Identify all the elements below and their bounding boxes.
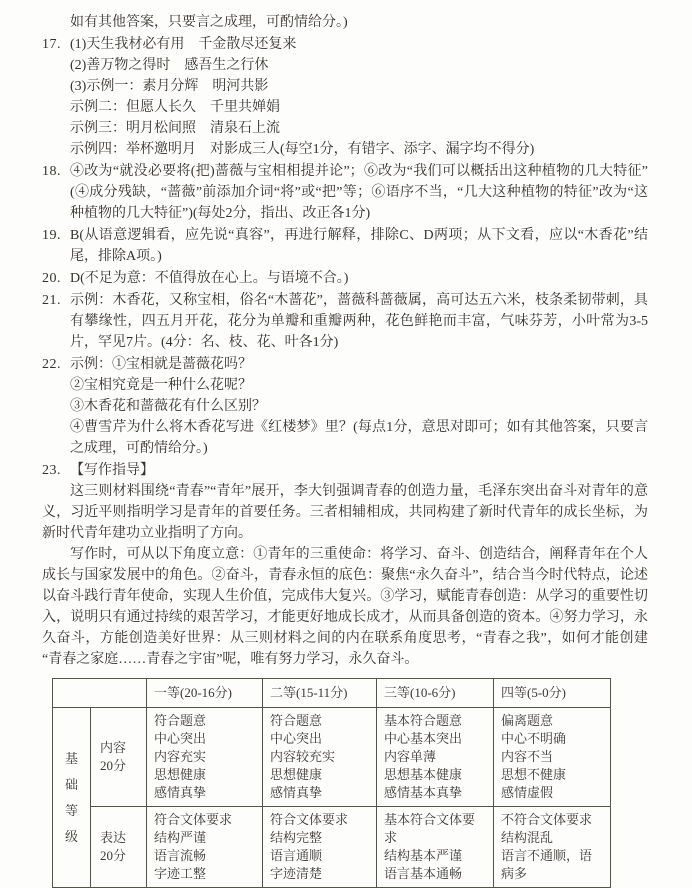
rubric-cell-line: 中心基本突出 <box>384 731 463 746</box>
item-number: 22. <box>42 357 61 372</box>
rubric-cell-line: 感情真挚 <box>154 785 207 800</box>
rubric-cell-line: 字迹清楚 <box>270 866 323 881</box>
rubric-cell-line: 思想健康 <box>270 767 323 782</box>
group-label-char: 基 <box>64 750 78 766</box>
rubric-cell-line: 思想健康 <box>154 767 207 782</box>
rubric-row-label <box>91 708 147 807</box>
item-number: 18. <box>42 164 61 179</box>
rubric-cell <box>377 807 494 888</box>
rubric-grade-header: 三等(10-6分) <box>377 679 494 708</box>
rubric-grade-header: 一等(20-16分) <box>147 679 263 708</box>
row-label-line: 20分 <box>100 848 127 863</box>
item-line: 示例：木香花，又称宝相，俗名“木蔷花”，蔷薇科蔷薇属，高可达五六米，枝条柔韧带刺，具有攀缘性，四五月开花，花分为单瓣和重瓣两种，花色鲜艳而丰富，气味芬芳，小叶常为3-5片，罕见7片。(4分：名、枝、花、叶各1分) <box>70 293 648 350</box>
answer-item-21 <box>42 290 648 353</box>
item-number: 20. <box>42 271 61 286</box>
group-label-char: 础 <box>64 776 78 792</box>
group-label-char: 级 <box>64 828 78 844</box>
rubric-cell-line: 语言不通顺，语病多 <box>501 848 593 881</box>
writing-guide-title: 【写作指导】 <box>70 463 154 478</box>
grading-rubric <box>42 678 648 888</box>
item-body <box>70 290 648 353</box>
carryover-note: 如有其他答案，只要言之成理，可酌情给分。) <box>70 15 348 30</box>
writing-guide-headline <box>42 460 648 481</box>
writing-guide-paragraph: 这三则材料围绕“青春”“青年”展开，李大钊强调青春的创造力量，毛泽东突出奋斗对青年的意义，习近平则指明学习是青年的首要任务。三者相辅相成，共同构建了新时代青年的成长坐标，为新时代青年建功立业指明了方向。 <box>42 484 648 541</box>
item-body <box>70 34 648 160</box>
rubric-corner-cell <box>53 679 147 708</box>
rubric-cell-line: 符合文体要求 <box>270 812 349 827</box>
rubric-cell-line: 思想基本健康 <box>384 767 463 782</box>
rubric-cell <box>494 807 611 888</box>
item-line: (1)天生我材必有用 千金散尽还复来 <box>70 37 297 52</box>
rubric-cell-line: 感情虚假 <box>501 785 554 800</box>
rubric-cell-line: 偏离题意 <box>501 713 554 728</box>
row-label-line: 表达 <box>100 830 127 845</box>
rubric-cell-line: 基本符合文体要求 <box>384 812 476 845</box>
rubric-grade-header: 四等(5-0分) <box>494 679 611 708</box>
item-number: 17. <box>42 37 61 52</box>
item-line: ②宝相究竟是一种什么花呢？ <box>70 378 252 393</box>
rubric-header-row <box>53 679 611 708</box>
item-line: D(不足为意：不值得放在心上。与语境不合。) <box>70 271 349 286</box>
rubric-cell-line: 语言通顺 <box>270 848 323 863</box>
rubric-grade-header: 二等(15-11分) <box>263 679 377 708</box>
rubric-cell-line: 语言基本通畅 <box>384 866 463 881</box>
answer-item-20 <box>42 268 648 289</box>
item-body <box>70 161 648 224</box>
rubric-cell-line: 中心突出 <box>270 731 323 746</box>
rubric-cell-line: 中心不明确 <box>501 731 567 746</box>
answer-items <box>42 34 648 459</box>
rubric-cell-line: 符合题意 <box>154 713 207 728</box>
item-line: (2)善万物之得时 感吾生之行休 <box>70 58 269 73</box>
rubric-cell-line: 符合文体要求 <box>154 812 233 827</box>
rubric-cell-line: 结构基本严谨 <box>384 848 463 863</box>
row-label-line: 内容 <box>100 740 127 755</box>
rubric-cell-line: 感情真挚 <box>270 785 323 800</box>
answer-item-18 <box>42 161 648 224</box>
writing-guide-paragraph: 写作时，可从以下角度立意：①青年的三重使命：将学习、奋斗、创造结合，阐释青年在个人成长与国家发展中的角色。②奋斗，青春永恒的底色：聚焦“永久奋斗”，结合当今时代特点，论述以奋斗践行青年使命，实现人生价值，完成伟大复兴。③学习，赋能青春创造：从学习的重要性切入，说明只有通过持续的艰苦学习，才能更好地成长成才，从而具备创造的资本。④努力学习，永久奋斗，方能创造美好世界：从三则材料之间的内在联系角度思考，“青春之我”，如何才能创建“青春之家庭……青春之宇宙”呢，唯有努力学习，永久奋斗。 <box>42 547 648 667</box>
item-body <box>70 354 648 459</box>
rubric-cell-line: 结构混乱 <box>501 830 554 845</box>
item-line: B(从语意逻辑看，应先说“真容”，再进行解释，排除C、D两项；从下文看，应以“木香花”结尾，排除A项。) <box>70 228 648 264</box>
item-number: 21. <box>42 293 61 308</box>
item-body <box>70 225 648 267</box>
item-line: ④曹雪芹为什么将木香花写进《红楼梦》里？(每点1分，意思对即可；如有其他答案，只要言之成理，可酌情给分。) <box>70 420 648 456</box>
row-label-line: 20分 <box>100 758 127 773</box>
answer-item-17 <box>42 34 648 160</box>
rubric-cell <box>377 708 494 807</box>
rubric-cell-line: 内容充实 <box>154 749 207 764</box>
rubric-group-label <box>53 708 91 888</box>
rubric-cell <box>147 807 263 888</box>
rubric-cell-line: 基本符合题意 <box>384 713 463 728</box>
item-line: 示例二：但愿人长久 千里共婵娟 <box>70 100 280 115</box>
item-line: 示例四：举杯邀明月 对影成三人(每空1分，有错字、添字、漏字均不得分) <box>70 142 535 157</box>
item-body <box>70 268 648 289</box>
group-label-char: 等 <box>64 802 78 818</box>
rubric-cell-line: 字迹工整 <box>154 866 207 881</box>
answer-item-22 <box>42 354 648 459</box>
rubric-cell <box>147 708 263 807</box>
rubric-cell <box>263 807 377 888</box>
item-line: ③木香花和蔷薇花有什么区别？ <box>70 399 266 414</box>
item-number: 23. <box>42 463 61 478</box>
rubric-cell <box>263 708 377 807</box>
rubric-cell-line: 符合题意 <box>270 713 323 728</box>
rubric-cell-line: 中心突出 <box>154 731 207 746</box>
rubric-cell-line: 结构完整 <box>270 830 323 845</box>
answer-item-23 <box>42 460 648 670</box>
answer-item-19 <box>42 225 648 267</box>
rubric-row <box>53 708 611 807</box>
rubric-cell-line: 思想不健康 <box>501 767 567 782</box>
rubric-row <box>53 807 611 888</box>
item-line: ④改为“就没必要将(把)蔷薇与宝相相提并论”；⑥改为“我们可以概括出这种植物的几大特征”(④成分残缺，“蔷薇”前添加介词“将”或“把”等；⑥语序不当，“几大这种植物的特征”改为“这种植物的几大特征”)(每处2分，指出、改正各1分) <box>70 164 648 221</box>
rubric-cell-line: 不符合文体要求 <box>501 812 593 827</box>
rubric-row-label <box>91 807 147 888</box>
rubric-cell-line: 结构严谨 <box>154 830 207 845</box>
rubric-table <box>52 678 611 888</box>
rubric-cell-line: 内容较充实 <box>270 749 336 764</box>
rubric-cell-line: 内容单薄 <box>384 749 437 764</box>
item-line: (3)示例一：素月分辉 明河共影 <box>70 79 269 94</box>
item-line: 示例三：明月松间照 清泉石上流 <box>70 121 280 136</box>
item-number: 19. <box>42 228 61 243</box>
rubric-cell-line: 内容不当 <box>501 749 554 764</box>
rubric-cell <box>494 708 611 807</box>
rubric-cell-line: 感情基本真挚 <box>384 785 463 800</box>
rubric-cell-line: 语言流畅 <box>154 848 207 863</box>
writing-guide-paragraphs <box>42 481 648 670</box>
item-line: 示例：①宝相就是蔷薇花吗？ <box>70 357 252 372</box>
